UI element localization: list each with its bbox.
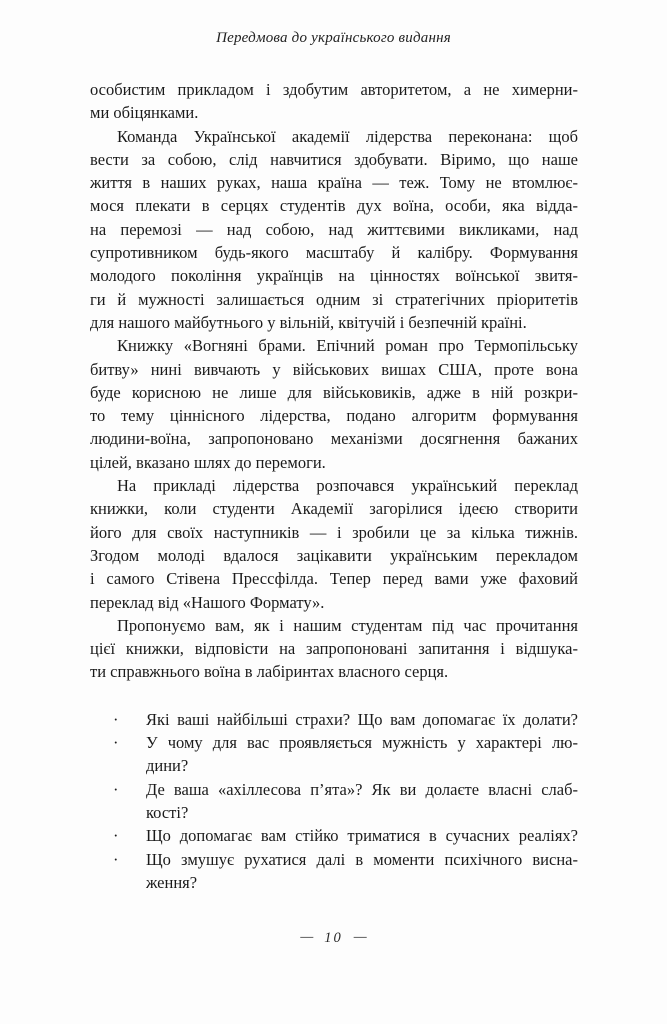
text-line: вести за собою, слід навчитися здобувати. Віримо, що наше — [90, 149, 578, 169]
list-item — [90, 731, 578, 778]
text-line: На прикладі лідерства розпочався український переклад — [117, 476, 578, 496]
text-line: людини-воїна, запропоновано механізми досягнення бажаних — [90, 429, 578, 449]
text-line: Пропонуємо вам, як і нашим студентам під час прочитання — [117, 615, 578, 635]
text-line: життя в наших руках, наша країна — теж. Тому не втомлює- — [90, 173, 578, 193]
text-line: Книжку «Вогняні брами. Епічний роман про Термопільську — [117, 336, 578, 356]
paragraph — [90, 78, 578, 125]
text-line: битву» нині вивчають у військових вишах США, проте вона — [90, 359, 578, 379]
page-footer — [0, 930, 667, 947]
text-line: буде корисною не лише для військовиків, адже в ній розкри- — [90, 382, 578, 402]
list-item — [90, 708, 578, 731]
text-line: книжки, коли студенти Академії загорілися ідеєю створити — [90, 499, 578, 519]
footer-dash-right: — — [353, 929, 367, 945]
bullet-marker: · — [113, 709, 119, 729]
paragraph — [90, 334, 578, 474]
text-line: кості? — [146, 802, 189, 822]
text-line: Що змушує рухатися далі в моменти психічного висна- — [146, 849, 578, 869]
text-line: на перемозі — над собою, над життєвими викликами, над — [90, 219, 578, 239]
text-line: молодого покоління українців на цінностях воїнської звитя- — [90, 266, 578, 286]
question-list — [90, 708, 578, 894]
text-line: і самого Стівена Прессфілда. Тепер перед вами уже фаховий — [90, 569, 578, 589]
list-item — [90, 778, 578, 825]
text-line: ми обіцянками. — [90, 103, 199, 123]
page-number: 10 — [324, 930, 343, 946]
page-body — [90, 78, 578, 894]
text-line: ги й мужності залишається одним зі стратегічних пріоритетів — [90, 289, 578, 309]
bullet-marker: · — [113, 779, 119, 799]
text-line: ти справжнього воїна в лабіринтах власного серця. — [90, 662, 449, 682]
text-line: переклад від «Нашого Формату». — [90, 592, 325, 612]
text-line: Де ваша «ахіллесова п’ята»? Як ви долаєте власні слаб- — [146, 779, 578, 799]
text-line: ження? — [146, 872, 198, 892]
text-line: для нашого майбутнього у вільній, квітучій і безпечній країні. — [90, 312, 527, 332]
bullet-marker: · — [113, 826, 119, 846]
paragraph — [90, 125, 578, 335]
text-line: супротивником будь-якого масштабу й калібру. Формування — [90, 243, 578, 263]
text-line: дини? — [146, 756, 189, 776]
footer-dash-left: — — [300, 929, 314, 945]
bullet-marker: · — [113, 849, 119, 869]
text-line: Які ваші найбільші страхи? Що вам допомагає їх долати? — [146, 709, 578, 729]
text-line: то тему ціннісного лідерства, подано алгоритм формування — [90, 406, 578, 426]
text-line: У чому для вас проявляється мужність у характері лю- — [146, 733, 578, 753]
list-item — [90, 824, 578, 847]
text-line: його для своїх наступників — і зробили це за кілька тижнів. — [90, 522, 578, 542]
paragraphs-container — [90, 78, 578, 684]
text-line: Команда Української академії лідерства переконана: щоб — [117, 126, 578, 146]
text-line: Що допомагає вам стійко триматися в сучасних реаліях? — [146, 826, 578, 846]
paragraph — [90, 614, 578, 684]
bullet-marker: · — [113, 733, 119, 753]
text-line: цілей, вказано шлях до перемоги. — [90, 452, 326, 472]
running-head: Передмова до українського видання — [216, 30, 451, 46]
text-line: особистим прикладом і здобутим авторитетом, а не химерни- — [90, 80, 578, 99]
paragraph — [90, 474, 578, 614]
text-line: мося плекати в серцях студентів дух воїна, особи, яка відда- — [90, 196, 578, 216]
list-item — [90, 848, 578, 895]
text-line: цієї книжки, відповісти на запропоновані запитання і відшука- — [90, 639, 578, 659]
text-line: Згодом молоді вдалося зацікавити українським перекладом — [90, 545, 578, 565]
